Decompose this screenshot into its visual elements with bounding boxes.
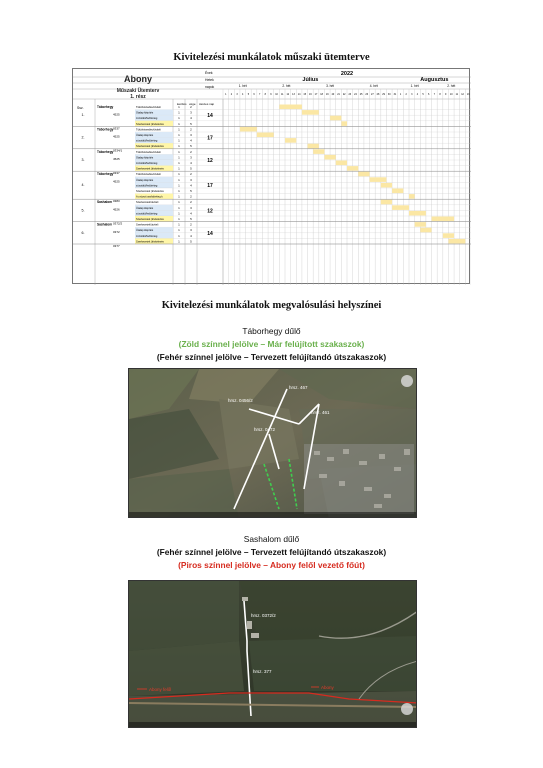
schedule-subtitle-1: Műszaki Ütemterv <box>116 88 160 94</box>
day-number: 7 <box>433 93 436 96</box>
group-total-days: 17 <box>207 135 213 142</box>
compass-icon-2 <box>401 703 413 715</box>
task-label: zúzottkő/fedőréteg <box>136 117 158 121</box>
task-start: 1 <box>178 149 180 154</box>
day-number: 17 <box>314 93 318 96</box>
gantt-bar <box>420 228 431 233</box>
task-label: Szerkezetek (kivitelezés <box>136 122 164 126</box>
group-place: Táborhegy <box>97 149 114 154</box>
group-code-2: 0372/2 <box>113 221 123 226</box>
group-code: 4526 <box>113 207 120 212</box>
day-number: 3 <box>236 93 238 96</box>
day-number: 5 <box>422 93 424 96</box>
map1-label-1: hrsz. 0456/2 <box>228 398 253 403</box>
task-start: 1 <box>178 200 180 205</box>
day-number: 9 <box>270 93 272 96</box>
gantt-bar <box>240 127 257 132</box>
col-ssz: Ssz. <box>77 106 84 110</box>
group-code: 0372 <box>113 229 120 234</box>
day-number: 19 <box>325 93 329 96</box>
day-number: 9 <box>444 93 447 96</box>
group-number: 1. <box>81 113 85 118</box>
group-code: 4525 <box>113 157 120 162</box>
day-number: 21 <box>337 93 340 96</box>
map2-label-2: hrsz. 377 <box>253 669 272 674</box>
task-start: 1 <box>178 211 180 216</box>
locations-title: Kivitelezési munkálatok megvalósulási helyszínei <box>161 300 382 311</box>
task-end: 2 <box>190 105 192 109</box>
gantt-bar <box>330 116 341 121</box>
task-label: zúzottkő/fedőréteg <box>136 139 158 143</box>
day-number: 11 <box>280 93 284 96</box>
task-start: 1 <box>178 138 180 143</box>
map1-label-2: hrsz. 467 <box>289 385 308 390</box>
group-code-2: 0334/1 <box>113 148 123 153</box>
task-label: zúzottkő/fedőréteg <box>136 212 158 216</box>
task-end: 4 <box>190 183 192 188</box>
task-label: Tükörkiszedés/útviteli <box>136 128 161 132</box>
day-number: 20 <box>331 93 335 96</box>
day-number: 15 <box>303 93 307 96</box>
task-start: 1 <box>178 127 180 132</box>
group-code-2: 0337 <box>113 171 120 176</box>
group-place: Táborhegy <box>97 172 114 177</box>
task-end: 2 <box>190 222 192 227</box>
task-end: 5 <box>190 189 192 193</box>
group-total-days: 17 <box>207 183 213 190</box>
group-code: 4525 <box>113 179 120 184</box>
group-total-days: 14 <box>207 113 213 120</box>
gantt-bar <box>392 205 409 210</box>
col-month-2: Augusztus <box>420 77 449 83</box>
group-number: 5. <box>81 208 85 213</box>
task-start: 1 <box>178 222 180 227</box>
week-label-july: 1. hét <box>238 84 247 88</box>
day-number: 26 <box>365 93 369 96</box>
gantt-bar <box>324 155 335 160</box>
task-end: 4 <box>190 116 192 121</box>
gantt-bar <box>347 166 358 171</box>
day-number: 10 <box>449 93 453 96</box>
day-number: 11 <box>455 93 459 96</box>
map1-label-4: hrsz. 0472 <box>254 427 276 432</box>
task-start: 1 <box>178 166 180 171</box>
day-number: 23 <box>348 93 352 96</box>
group-total-days: 14 <box>207 230 213 237</box>
task-start: 1 <box>178 228 180 233</box>
task-label: Szerkezetek/útviteli <box>136 201 159 205</box>
col-het: Hetek <box>205 78 214 82</box>
task-end: 2 <box>190 149 192 154</box>
task-label: zúzottkő/fedőréteg <box>136 234 158 238</box>
day-number: 12 <box>461 93 464 96</box>
task-label: Szerkezetek/útviteli <box>136 223 159 227</box>
gantt-bar <box>381 200 392 205</box>
gantt-bar <box>308 144 319 149</box>
task-end: 2 <box>190 172 192 177</box>
col-year: 2022 <box>340 71 354 77</box>
task-end: 3 <box>190 110 192 115</box>
day-number: 28 <box>376 93 380 96</box>
task-label: Szerkezetek (kivitelezés <box>136 145 164 149</box>
group-number: 3. <box>81 158 85 162</box>
task-label: Útalap kiépítés <box>136 178 154 182</box>
gantt-bar <box>302 110 319 115</box>
group-total-days: 12 <box>207 208 213 215</box>
gantt-bar <box>392 189 403 194</box>
task-label: Útalap kiépítés <box>136 111 154 115</box>
map1-caption: Táborhegy dűlő <box>242 326 301 336</box>
map1-label-3: hrsz. 461 <box>311 410 330 415</box>
compass-icon <box>401 375 413 387</box>
task-end: 2 <box>190 127 192 132</box>
day-number: 22 <box>342 93 346 96</box>
week-label-july: 2. hét <box>282 84 291 88</box>
day-number: 30 <box>387 93 391 96</box>
day-number: 3 <box>411 93 413 96</box>
task-start: 1 <box>178 133 180 137</box>
day-number: 4 <box>416 93 419 96</box>
task-end: 4 <box>190 233 192 238</box>
map-sashalom <box>128 580 417 728</box>
task-end: 5 <box>190 217 192 221</box>
schedule-town: Abony <box>124 74 152 84</box>
day-number: 6 <box>428 93 430 96</box>
schedule-title: Kivitelezési munkálatok műszaki ütemterve <box>173 52 370 63</box>
col-napok: napok <box>205 85 215 89</box>
task-end: 5 <box>190 166 192 171</box>
gantt-bar <box>448 239 465 244</box>
group-total-days: 12 <box>207 158 213 164</box>
day-number: 2 <box>405 93 407 96</box>
gantt-bar <box>341 121 347 126</box>
task-end: 3 <box>190 133 192 137</box>
map2-legend-white: (Fehér színnel jelölve – Tervezett felújítandó útszakaszok) <box>156 547 387 557</box>
task-label: Szerkezetek (kivitelezés <box>136 190 164 193</box>
task-label: Útalap kiépítés <box>136 229 154 233</box>
map2-label-4: Abony <box>321 685 334 690</box>
day-number: 31 <box>393 93 397 96</box>
task-end: 4 <box>190 211 192 216</box>
day-number: 24 <box>354 93 357 96</box>
group-number: 6. <box>81 230 85 235</box>
task-end: 3 <box>190 177 192 182</box>
day-number: 5 <box>247 93 250 96</box>
day-number: 29 <box>382 93 385 96</box>
gantt-bar <box>313 149 324 154</box>
gantt-bar <box>358 172 369 177</box>
col-month-1: Július <box>302 77 319 83</box>
group-code-2: 0383 <box>113 199 120 204</box>
task-label: Útalap kiépítés <box>136 206 154 210</box>
task-end: 5 <box>190 144 192 149</box>
gantt-bar <box>336 161 347 166</box>
task-end: 4 <box>190 161 192 165</box>
gantt-bar <box>409 211 426 216</box>
day-number: 12 <box>286 93 290 96</box>
task-label: Szerkezetek (kivitelezés <box>136 240 164 244</box>
gantt-bar <box>443 233 454 238</box>
task-start: 1 <box>178 183 180 188</box>
task-start: 1 <box>178 217 180 221</box>
group-number: 4. <box>81 183 85 188</box>
group-place: Sashalom <box>97 200 113 205</box>
task-end: 5 <box>190 239 192 244</box>
day-number: 10 <box>275 93 278 96</box>
task-start: 1 <box>178 121 180 126</box>
day-number: 2 <box>230 93 233 96</box>
day-number: 14 <box>297 93 301 96</box>
day-number: 1 <box>399 93 402 96</box>
task-label: Tükörkiszedés/útviteli <box>136 150 161 154</box>
task-start: 1 <box>178 194 180 199</box>
group-code: 4525 <box>113 112 120 117</box>
day-number: 8 <box>264 93 266 96</box>
task-label: A zzúzott aszfaltréteg k <box>136 195 163 199</box>
day-number: 8 <box>439 93 441 96</box>
day-number: 16 <box>309 93 312 96</box>
schedule-table <box>72 68 470 284</box>
task-start: 1 <box>178 155 180 160</box>
day-number: 4 <box>242 93 244 96</box>
gantt-bar <box>285 138 296 143</box>
day-number: 7 <box>258 93 261 96</box>
gantt-bar <box>432 217 455 222</box>
col-vege: vége <box>189 102 196 106</box>
task-label: Útalap kiépítés <box>136 156 154 160</box>
task-label: zúzottkő/fedőréteg <box>136 184 158 188</box>
task-start: 1 <box>178 239 180 244</box>
task-start: 1 <box>178 105 180 109</box>
satellite-image-taborhegy <box>129 369 417 518</box>
group-place: Sashalom <box>97 222 113 227</box>
task-start: 1 <box>178 189 180 193</box>
task-start: 1 <box>178 177 180 182</box>
day-number: 18 <box>320 93 323 96</box>
gantt-bar <box>370 177 387 182</box>
task-start: 1 <box>178 205 180 210</box>
week-label-aug: 2. hét <box>447 84 456 88</box>
gantt-bar <box>257 133 274 138</box>
schedule-grid <box>73 69 471 285</box>
task-end: 4 <box>190 138 192 143</box>
map2-legend-red: (Piros színnel jelölve – Abony felől vezető főút) <box>178 560 365 570</box>
group-place: Táborhegy <box>97 105 114 109</box>
task-start: 1 <box>178 172 180 177</box>
task-label: Szerkezetek (kivitelezés <box>136 218 164 221</box>
group-code: 4525 <box>113 134 120 139</box>
task-label: Tükörkiszedés/útviteli <box>136 173 161 177</box>
col-kezdes: kezdés <box>177 102 187 106</box>
col-idotartam: összes nap <box>199 102 215 106</box>
task-end: 3 <box>190 205 192 210</box>
map2-label-1: hrsz. 0372/2 <box>251 613 276 618</box>
group-code-2: 0337 <box>113 126 120 131</box>
gantt-bar <box>409 194 415 199</box>
group-number: 2. <box>81 135 85 140</box>
task-start: 1 <box>178 233 180 238</box>
task-start: 1 <box>178 144 180 149</box>
week-label-july: 4. hét <box>369 84 378 88</box>
day-number: 13 <box>292 93 295 96</box>
gantt-bar <box>279 105 302 110</box>
map2-label-3: Abony felől <box>149 687 172 692</box>
task-label: Tükörkiszedés/útviteli <box>136 106 161 109</box>
task-start: 1 <box>178 110 180 115</box>
task-label: zúzottkő/fedőréteg <box>136 162 158 165</box>
task-end: 3 <box>190 228 192 233</box>
week-label-july: 3. hét <box>326 84 335 88</box>
map2-caption: Sashalom dűlő <box>243 534 300 544</box>
gantt-bar <box>415 222 426 227</box>
group-code-2: 0377 <box>113 243 120 248</box>
task-end: 2 <box>190 194 192 199</box>
day-number: 27 <box>371 93 374 96</box>
map1-legend-green: (Zöld színnel jelölve – Már felújított szakaszok) <box>178 339 365 349</box>
task-end: 3 <box>190 155 192 160</box>
map1-legend-white: (Fehér színnel jelölve – Tervezett felújítandó útszakaszok) <box>156 352 387 362</box>
task-start: 1 <box>178 161 180 165</box>
task-end: 5 <box>190 121 192 126</box>
task-end: 2 <box>190 200 192 205</box>
satellite-image-sashalom <box>129 581 417 728</box>
gantt-bar <box>381 183 392 188</box>
schedule-subtitle-2: 1. rész <box>130 94 146 100</box>
week-label-aug: 1. hét <box>410 84 419 88</box>
day-number: 13 <box>466 93 470 96</box>
day-number: 1 <box>225 93 227 96</box>
day-number: 6 <box>253 93 255 96</box>
task-start: 1 <box>178 116 180 121</box>
map-taborhegy <box>128 368 417 518</box>
task-label: Útalap kiépítés <box>136 134 154 137</box>
group-place: Táborhegy <box>97 127 114 132</box>
col-ev: Évek <box>205 71 213 75</box>
task-label: Szerkezetek (kivitelezés <box>136 167 164 171</box>
day-number: 25 <box>359 93 363 96</box>
